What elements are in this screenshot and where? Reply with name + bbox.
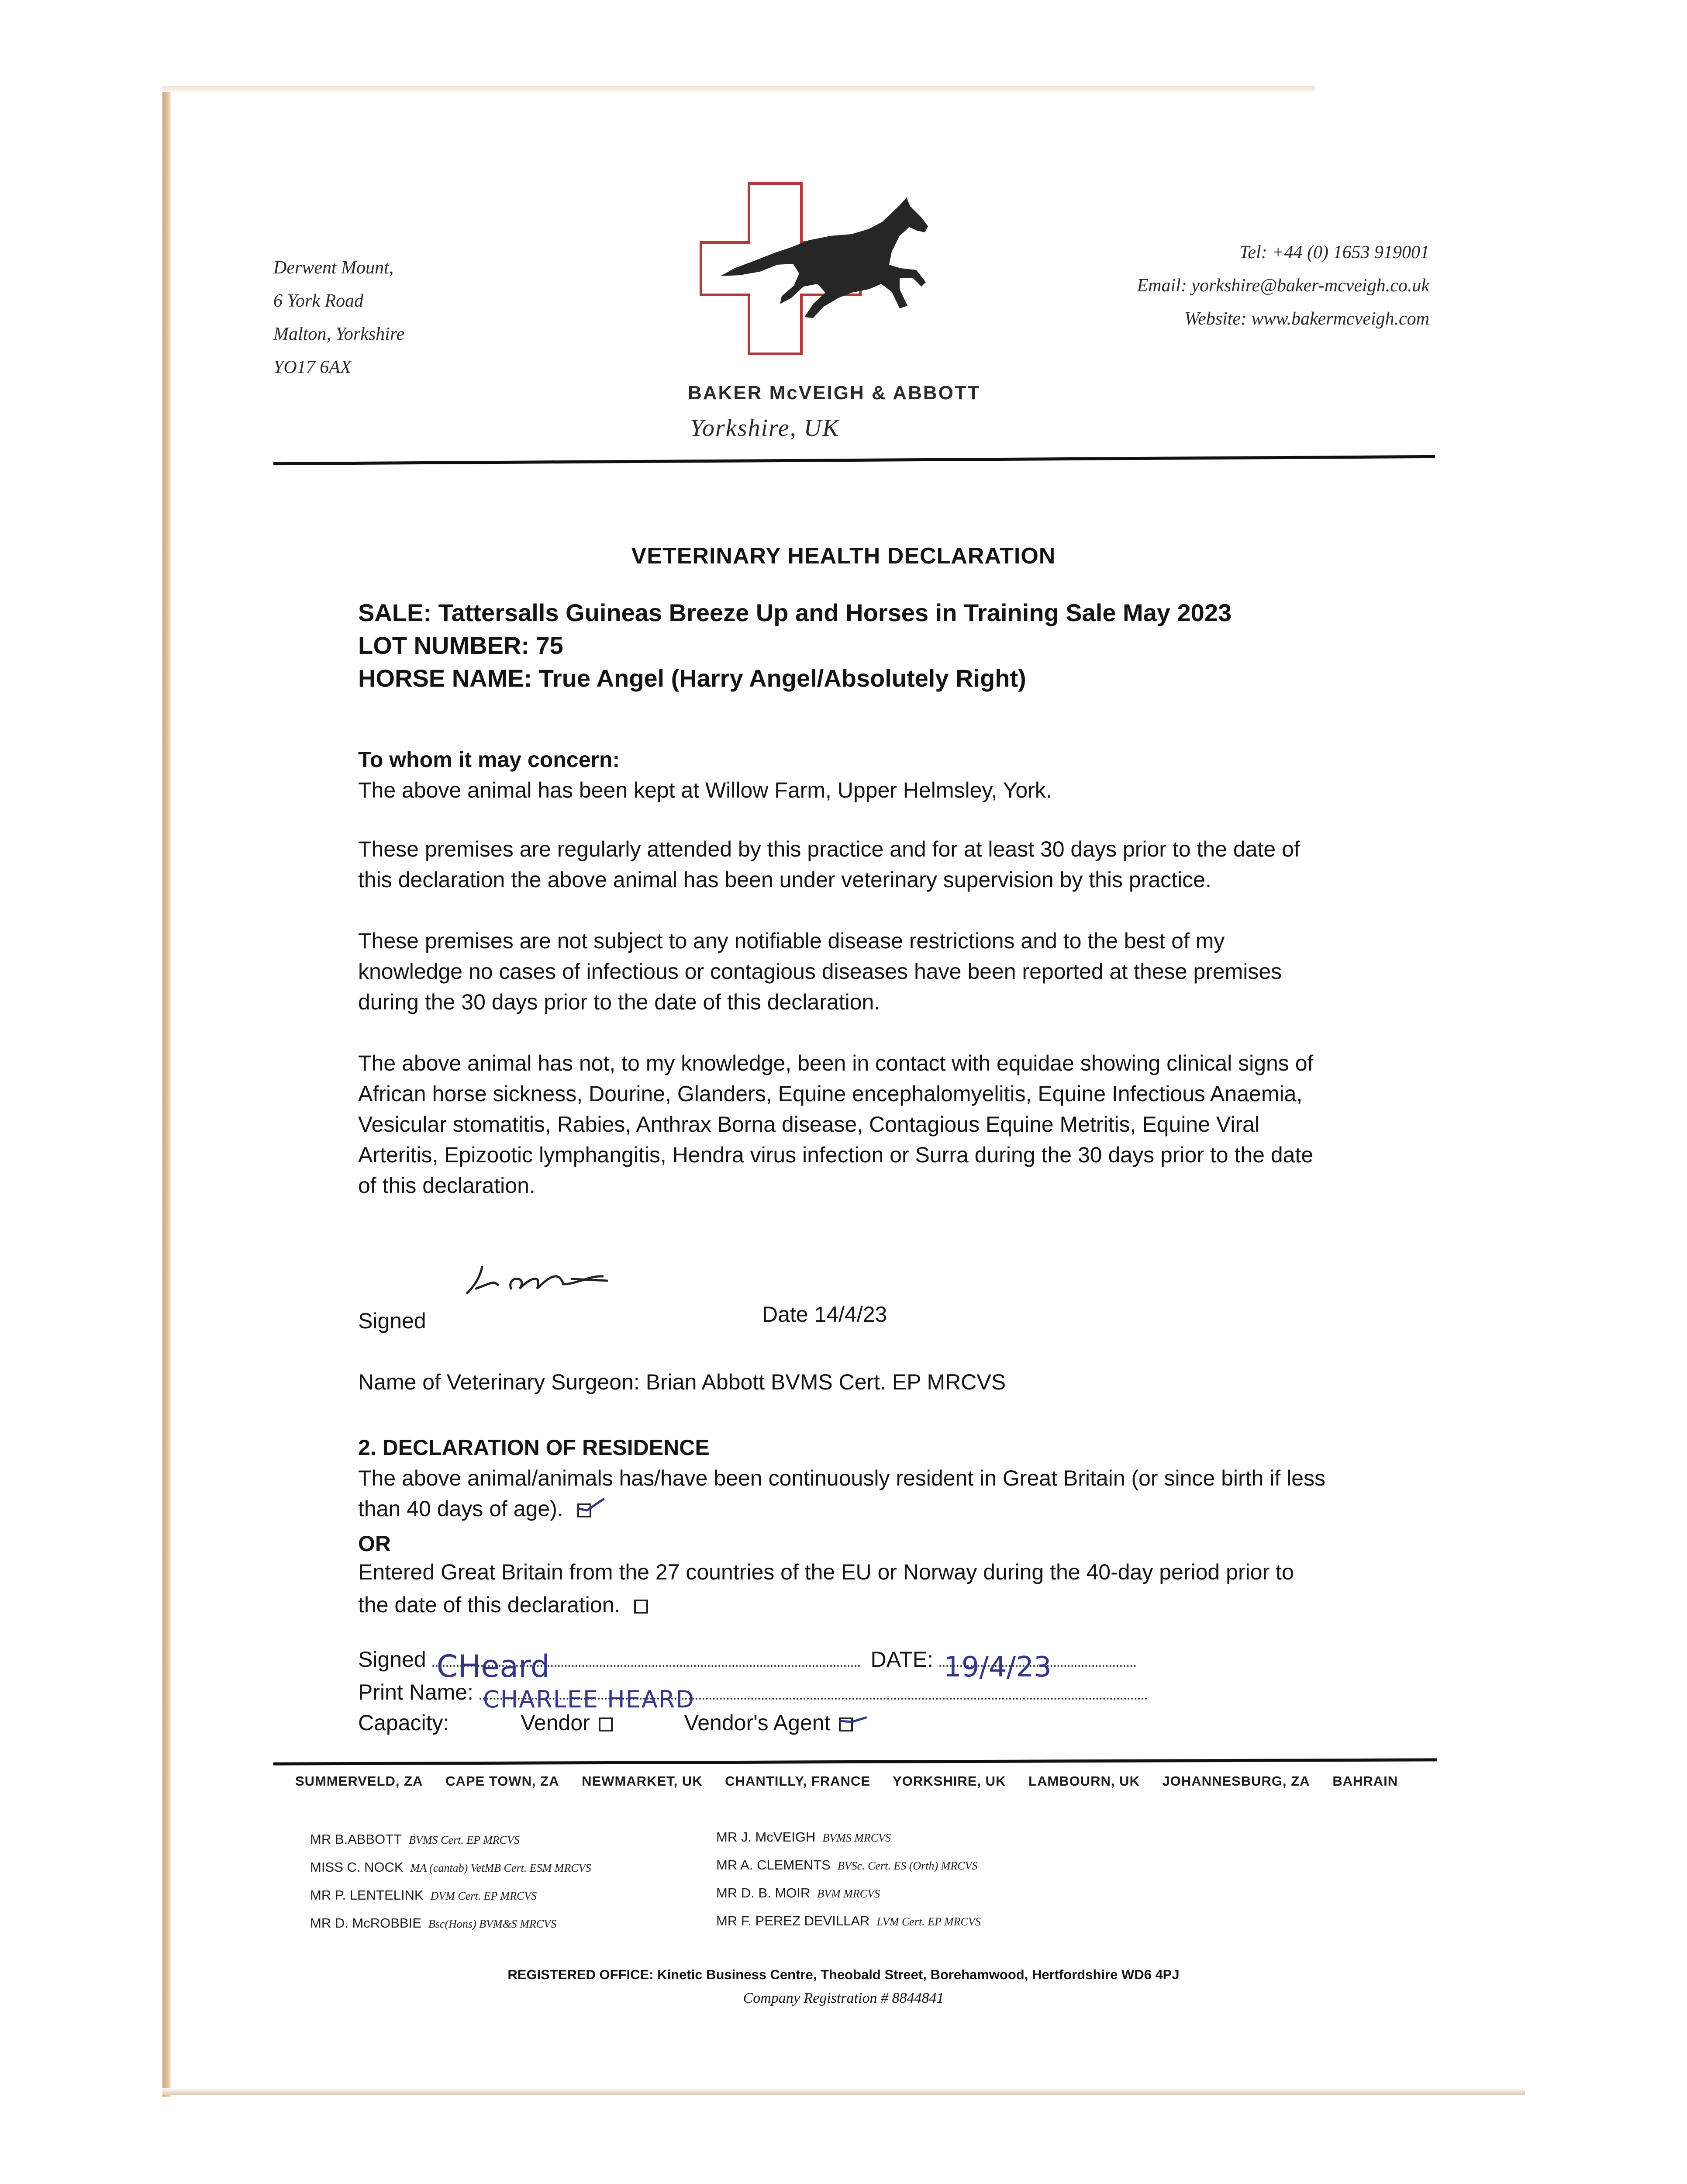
vendor-checkbox[interactable] xyxy=(599,1717,613,1731)
residence-line: The above animal/animals has/have been continuously resident in Great Britain (or since birth if less xyxy=(358,1466,1326,1490)
staff-list-right xyxy=(716,1824,981,1935)
staff-qualifications: MA (cantab) VetMB Cert. ESM MRCVS xyxy=(410,1862,591,1874)
staff-member xyxy=(310,1826,591,1854)
vet-signed-label: Signed xyxy=(358,1309,426,1333)
residence-line-text: the date of this declaration. xyxy=(358,1593,621,1617)
staff-name: MISS C. NOCK xyxy=(310,1859,404,1875)
office-locations xyxy=(295,1773,1416,1789)
paragraph-line: These premises are not subject to any notifiable disease restrictions and to the best of my xyxy=(358,929,1225,953)
horse-label: HORSE NAME: xyxy=(358,664,532,692)
staff-name: MR D. McROBBIE xyxy=(310,1915,421,1931)
agent-checkbox[interactable] xyxy=(839,1717,853,1731)
staff-name: MR D. B. MOIR xyxy=(716,1885,811,1901)
staff-member xyxy=(310,1910,591,1938)
horse-line xyxy=(358,664,1026,692)
sale-value: Tattersalls Guineas Breeze Up and Horses in Training Sale May 2023 xyxy=(438,599,1232,626)
office-location: YORKSHIRE, UK xyxy=(893,1773,1006,1789)
residence-line xyxy=(358,1496,591,1521)
vet-date: Date 14/4/23 xyxy=(762,1302,887,1327)
vendor-date-value: 19/4/23 xyxy=(943,1651,1052,1683)
brand-name: BAKER McVEIGH & ABBOTT xyxy=(688,382,981,404)
staff-qualifications: Bsc(Hons) BVM&S MRCVS xyxy=(428,1918,557,1930)
brand-location: Yorkshire, UK xyxy=(690,415,840,442)
staff-qualifications: BVM MRCVS xyxy=(817,1887,880,1900)
office-location: NEWMARKET, UK xyxy=(582,1773,703,1789)
vendor-signature: CHeard xyxy=(436,1648,550,1684)
staff-list-left xyxy=(310,1826,591,1938)
address-line: YO17 6AX xyxy=(273,357,352,377)
address-line: Malton, Yorkshire xyxy=(273,324,405,344)
vendor-signature-field[interactable] xyxy=(432,1648,860,1684)
print-name-field[interactable] xyxy=(480,1686,1148,1713)
office-location: BAHRAIN xyxy=(1332,1773,1398,1789)
contact-block xyxy=(1137,236,1430,335)
office-location: CAPE TOWN, ZA xyxy=(445,1773,559,1789)
vendor-date-label: DATE: xyxy=(870,1647,934,1672)
print-name-value: CHARLEE HEARD xyxy=(483,1686,695,1713)
vet-surgeon-name: Name of Veterinary Surgeon: Brian Abbott BVMS Cert. EP MRCVS xyxy=(358,1370,1006,1394)
staff-member xyxy=(716,1908,981,1935)
office-location: CHANTILLY, FRANCE xyxy=(725,1773,871,1789)
staff-member xyxy=(716,1880,981,1908)
lot-label: LOT NUMBER: xyxy=(358,632,529,659)
office-location: JOHANNESBURG, ZA xyxy=(1162,1773,1310,1789)
residence-heading: 2. DECLARATION OF RESIDENCE xyxy=(358,1435,710,1460)
staff-qualifications: BVSc. Cert. ES (Orth) MRCVS xyxy=(837,1859,978,1872)
galloping-horse-icon xyxy=(721,197,928,318)
office-location: SUMMERVELD, ZA xyxy=(295,1773,423,1789)
paragraph-line: The above animal has not, to my knowledge, been in contact with equidae showing clinical signs of xyxy=(358,1051,1314,1075)
residence-line xyxy=(358,1592,648,1617)
paragraph-line: during the 30 days prior to the date of this declaration. xyxy=(358,990,880,1014)
agent-option-label: Vendor's Agent xyxy=(684,1711,831,1735)
lot-value: 75 xyxy=(536,632,563,659)
website: Website: www.bakermcveigh.com xyxy=(1184,309,1429,329)
vendor-option-label: Vendor xyxy=(521,1711,590,1735)
paragraph-line: African horse sickness, Dourine, Glanders, Equine encephalomyelitis, Equine Infectious Anaemia, xyxy=(358,1082,1303,1106)
residence-line: Entered Great Britain from the 27 countries of the EU or Norway during the 40-day period prior to xyxy=(358,1560,1294,1584)
company-registration: Company Registration # 8844841 xyxy=(743,1990,944,2006)
staff-qualifications: DVM Cert. EP MRCVS xyxy=(430,1890,537,1902)
paper-edge-left xyxy=(162,92,172,2097)
paragraph-line: These premises are regularly attended by this practice and for at least 30 days prior to the date of xyxy=(358,837,1300,861)
document-title: VETERINARY HEALTH DECLARATION xyxy=(631,543,1056,569)
entered-checkbox[interactable] xyxy=(634,1600,648,1614)
vendor-signed-label: Signed xyxy=(358,1647,426,1672)
staff-member xyxy=(310,1882,591,1910)
address-line: 6 York Road xyxy=(273,291,364,311)
staff-member xyxy=(716,1824,981,1852)
staff-name: MR P. LENTELINK xyxy=(310,1887,424,1903)
vet-signature xyxy=(463,1258,620,1302)
vendor-date-field[interactable] xyxy=(939,1651,1136,1683)
staff-qualifications: BVMS MRCVS xyxy=(822,1832,891,1844)
paragraph-line: knowledge no cases of infectious or contagious diseases have been reported at these premises xyxy=(358,959,1282,984)
horse-value: True Angel (Harry Angel/Absolutely Right) xyxy=(538,664,1026,692)
staff-name: MR F. PEREZ DEVILLAR xyxy=(716,1913,870,1928)
paragraph-line: Vesicular stomatitis, Rabies, Anthrax Borna disease, Contagious Equine Metritis, Equine Viral xyxy=(358,1112,1260,1137)
staff-name: MR B.ABBOTT xyxy=(310,1832,402,1847)
registered-office: REGISTERED OFFICE: Kinetic Business Centre, Theobald Street, Borehamwood, Hertfordshire WD6 4PJ xyxy=(507,1967,1180,1982)
lot-line xyxy=(358,631,563,660)
horse-cross-logo xyxy=(694,175,983,393)
staff-name: MR A. CLEMENTS xyxy=(716,1857,831,1873)
email: Email: yorkshire@baker-mcveigh.co.uk xyxy=(1137,276,1429,296)
residence-line-text: than 40 days of age). xyxy=(358,1496,563,1521)
resident-checkbox[interactable] xyxy=(577,1503,591,1517)
staff-member xyxy=(310,1854,591,1882)
paragraph-line: of this declaration. xyxy=(358,1173,535,1198)
check-mark-icon xyxy=(839,1711,867,1726)
check-mark-icon xyxy=(577,1497,605,1512)
staff-name: MR J. McVEIGH xyxy=(716,1829,816,1845)
sale-line xyxy=(358,598,1232,627)
print-name-row xyxy=(358,1679,1148,1713)
practice-address xyxy=(273,251,404,384)
paragraph-line: this declaration the above animal has been under veterinary supervision by this practice. xyxy=(358,867,1211,892)
capacity-row xyxy=(358,1710,853,1735)
staff-qualifications: BVMS Cert. EP MRCVS xyxy=(409,1834,520,1846)
salutation: To whom it may concern: xyxy=(358,747,620,772)
paragraph-line: Arteritis, Epizootic lymphangitis, Hendra virus infection or Surra during the 30 days prior to the date xyxy=(358,1143,1314,1167)
vendor-signed-row xyxy=(358,1647,1136,1684)
capacity-label: Capacity: xyxy=(358,1711,449,1735)
office-location: LAMBOURN, UK xyxy=(1028,1773,1140,1789)
sale-label: SALE: xyxy=(358,599,431,626)
address-line: Derwent Mount, xyxy=(273,258,394,278)
kept-statement: The above animal has been kept at Willow Farm, Upper Helmsley, York. xyxy=(358,778,1052,802)
staff-qualifications: LVM Cert. EP MRCVS xyxy=(876,1915,981,1928)
staff-member xyxy=(716,1852,981,1880)
telephone: Tel: +44 (0) 1653 919001 xyxy=(1239,242,1429,263)
or-separator: OR xyxy=(358,1531,391,1556)
paper-edge-bottom xyxy=(162,2088,1525,2095)
print-name-label: Print Name: xyxy=(358,1680,473,1704)
